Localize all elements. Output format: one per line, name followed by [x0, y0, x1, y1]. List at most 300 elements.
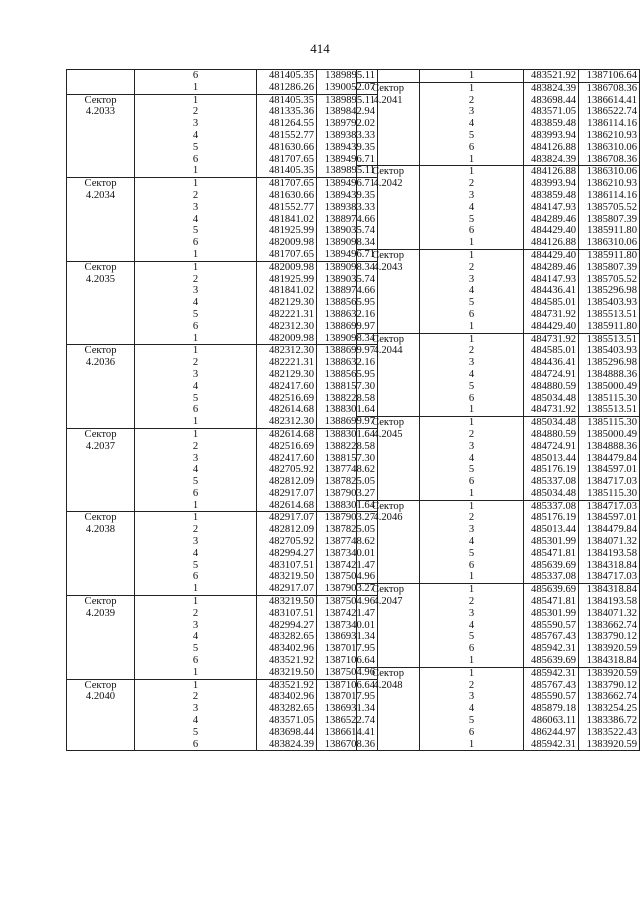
- y-coordinate: 1389383.33: [317, 130, 378, 142]
- y-coordinate: 1386708.36: [579, 154, 640, 166]
- point-number: 5: [420, 631, 524, 643]
- point-number: 4: [420, 620, 524, 632]
- point-number: 6: [420, 560, 524, 572]
- table-row: [357, 453, 640, 465]
- table-row: [357, 417, 640, 429]
- table-row: [67, 500, 378, 512]
- table-row: [357, 739, 640, 751]
- point-number: 6: [420, 225, 524, 237]
- y-coordinate: 1383522.43: [579, 727, 640, 739]
- sector-cell: [357, 739, 420, 751]
- y-coordinate: 1384597.01: [579, 512, 640, 524]
- x-coordinate: 481405.35: [257, 94, 317, 106]
- y-coordinate: 1387504.96: [317, 596, 378, 608]
- x-coordinate: 482614.68: [257, 404, 317, 416]
- x-coordinate: 485176.19: [524, 512, 579, 524]
- y-coordinate: 1389098.34: [317, 261, 378, 273]
- sector-code: 4.2040: [67, 691, 135, 703]
- x-coordinate: 481552.77: [257, 130, 317, 142]
- table-row: [357, 70, 640, 83]
- sector-label: Сектор: [67, 94, 135, 106]
- table-row: [67, 727, 378, 739]
- point-number: 4: [135, 130, 257, 142]
- point-number: 4: [420, 453, 524, 465]
- table-row: [357, 620, 640, 632]
- point-number: 1: [420, 655, 524, 667]
- x-coordinate: 484436.41: [524, 357, 579, 369]
- sector-cell: [67, 560, 135, 572]
- x-coordinate: 482129.30: [257, 297, 317, 309]
- sector-code: 4.2036: [67, 357, 135, 369]
- y-coordinate: 1389895.11: [317, 70, 378, 82]
- point-number: 2: [420, 429, 524, 441]
- y-coordinate: 1386522.74: [579, 106, 640, 118]
- sector-cell: [67, 476, 135, 488]
- x-coordinate: 483521.92: [524, 70, 579, 83]
- sector-cell: [67, 404, 135, 416]
- table-row: [357, 548, 640, 560]
- x-coordinate: 483824.39: [257, 739, 317, 751]
- table-row: [67, 261, 378, 273]
- table-row: [67, 691, 378, 703]
- y-coordinate: 1387748.62: [317, 464, 378, 476]
- y-coordinate: 1385513.51: [579, 333, 640, 345]
- point-number: 5: [420, 297, 524, 309]
- y-coordinate: 1383920.59: [579, 667, 640, 679]
- y-coordinate: 1386114.16: [579, 190, 640, 202]
- sector-cell: [67, 309, 135, 321]
- point-number: 1: [420, 667, 524, 679]
- y-coordinate: 1384717.03: [579, 571, 640, 583]
- point-number: 2: [420, 178, 524, 190]
- x-coordinate: 483219.50: [257, 571, 317, 583]
- x-coordinate: 485013.44: [524, 524, 579, 536]
- point-number: 4: [135, 631, 257, 643]
- sector-cell: [357, 571, 420, 583]
- y-coordinate: 1386522.74: [317, 715, 378, 727]
- table-row: [357, 393, 640, 405]
- x-coordinate: 482614.68: [257, 500, 317, 512]
- x-coordinate: 483107.51: [257, 560, 317, 572]
- x-coordinate: 485301.99: [524, 536, 579, 548]
- y-coordinate: 1383662.74: [579, 620, 640, 632]
- y-coordinate: 1383790.12: [579, 631, 640, 643]
- sector-cell: [357, 214, 420, 226]
- point-number: 3: [420, 441, 524, 453]
- x-coordinate: 481841.02: [257, 214, 317, 226]
- table-row: [357, 680, 640, 692]
- table-row: [67, 118, 378, 130]
- sector-cell: [357, 560, 420, 572]
- y-coordinate: 1390052.07: [317, 82, 378, 94]
- table-row: [357, 178, 640, 190]
- x-coordinate: 484731.92: [524, 309, 579, 321]
- point-number: 4: [135, 715, 257, 727]
- y-coordinate: 1385911.80: [579, 321, 640, 333]
- sector-cell: [67, 571, 135, 583]
- y-coordinate: 1388699.97: [317, 416, 378, 428]
- sector-cell: [67, 297, 135, 309]
- table-row: [357, 655, 640, 667]
- point-number: 1: [135, 178, 257, 190]
- table-row: [357, 404, 640, 416]
- sector-cell: [67, 249, 135, 261]
- point-number: 1: [135, 249, 257, 261]
- table-row: [67, 249, 378, 261]
- table-row: [357, 154, 640, 166]
- y-coordinate: 1384071.32: [579, 608, 640, 620]
- sector-code: 4.2041: [357, 95, 420, 107]
- x-coordinate: 483282.65: [257, 703, 317, 715]
- sector-cell: [357, 154, 420, 166]
- table-row: [357, 476, 640, 488]
- x-coordinate: 484880.59: [524, 429, 579, 441]
- x-coordinate: 484126.88: [524, 166, 579, 178]
- sector-cell: [67, 620, 135, 632]
- x-coordinate: 483402.96: [257, 643, 317, 655]
- x-coordinate: 482812.09: [257, 476, 317, 488]
- table-row: [67, 130, 378, 142]
- sector-label: Сектор: [67, 512, 135, 524]
- point-number: 5: [420, 381, 524, 393]
- point-number: 6: [135, 571, 257, 583]
- point-number: 1: [420, 584, 524, 596]
- point-number: 1: [420, 82, 524, 94]
- sector-label: Сектор: [357, 249, 420, 261]
- sector-cell: [67, 631, 135, 643]
- point-number: 5: [135, 643, 257, 655]
- sector-cell: [67, 118, 135, 130]
- point-number: 4: [420, 703, 524, 715]
- x-coordinate: 484724.91: [524, 369, 579, 381]
- y-coordinate: 1388974.66: [317, 214, 378, 226]
- point-number: 1: [135, 428, 257, 440]
- point-number: 3: [135, 369, 257, 381]
- y-coordinate: 1386931.34: [317, 703, 378, 715]
- page-number: 414: [310, 41, 330, 56]
- table-row: [357, 214, 640, 226]
- y-coordinate: 1385705.52: [579, 274, 640, 286]
- x-coordinate: 485337.08: [524, 571, 579, 583]
- sector-code: [67, 82, 135, 94]
- table-row: [357, 524, 640, 536]
- y-coordinate: 1384318.84: [579, 560, 640, 572]
- x-coordinate: 482614.68: [257, 428, 317, 440]
- table-row: [357, 190, 640, 202]
- x-coordinate: 482009.98: [257, 237, 317, 249]
- sector-cell: [67, 643, 135, 655]
- point-number: 1: [420, 237, 524, 249]
- x-coordinate: 484585.01: [524, 345, 579, 357]
- x-coordinate: 482705.92: [257, 536, 317, 548]
- y-coordinate: 1387421.47: [317, 608, 378, 620]
- sector-label: Сектор: [67, 178, 135, 190]
- point-number: 3: [135, 453, 257, 465]
- y-coordinate: 1383790.12: [579, 680, 640, 692]
- sector-cell: [67, 202, 135, 214]
- y-coordinate: 1389035.74: [317, 274, 378, 286]
- sector-cell: [67, 321, 135, 333]
- point-number: 1: [420, 249, 524, 261]
- y-coordinate: 1387903.27: [317, 512, 378, 524]
- x-coordinate: 483859.48: [524, 118, 579, 130]
- y-coordinate: 1385513.51: [579, 309, 640, 321]
- table-row: [357, 285, 640, 297]
- y-coordinate: 1389496.71: [317, 154, 378, 166]
- table-row: [357, 262, 640, 274]
- x-coordinate: 484585.01: [524, 297, 579, 309]
- sector-cell: [67, 237, 135, 249]
- sector-code: 4.2044: [357, 345, 420, 357]
- point-number: 2: [135, 441, 257, 453]
- table-row: [357, 608, 640, 620]
- table-row: [357, 345, 640, 357]
- point-number: 6: [420, 393, 524, 405]
- y-coordinate: 1386210.93: [579, 178, 640, 190]
- x-coordinate: 482917.07: [257, 512, 317, 524]
- x-coordinate: 483107.51: [257, 608, 317, 620]
- y-coordinate: 1387903.27: [317, 488, 378, 500]
- y-coordinate: 1385807.39: [579, 262, 640, 274]
- y-coordinate: 1389439.35: [317, 142, 378, 154]
- sector-cell: [357, 536, 420, 548]
- sector-code: 4.2037: [67, 441, 135, 453]
- point-number: 1: [135, 94, 257, 106]
- x-coordinate: 483282.65: [257, 631, 317, 643]
- sector-cell: [67, 214, 135, 226]
- sector-cell: [357, 225, 420, 237]
- point-number: 1: [420, 333, 524, 345]
- table-row: [67, 416, 378, 428]
- point-number: 2: [135, 106, 257, 118]
- sector-cell: [67, 225, 135, 237]
- x-coordinate: 484724.91: [524, 441, 579, 453]
- table-row: [67, 453, 378, 465]
- y-coordinate: 1384318.84: [579, 584, 640, 596]
- y-coordinate: 1389496.71: [317, 178, 378, 190]
- y-coordinate: 1384193.58: [579, 596, 640, 608]
- x-coordinate: 485471.81: [524, 548, 579, 560]
- table-row: [357, 202, 640, 214]
- y-coordinate: 1389383.33: [317, 202, 378, 214]
- sector-cell: [67, 333, 135, 345]
- table-row: [357, 142, 640, 154]
- sector-cell: [357, 369, 420, 381]
- point-number: 1: [135, 82, 257, 94]
- y-coordinate: 1388301.64: [317, 404, 378, 416]
- sector-code: 4.2047: [357, 596, 420, 608]
- x-coordinate: 482417.60: [257, 453, 317, 465]
- sector-label: Сектор: [357, 166, 420, 178]
- y-coordinate: 1386614.41: [317, 727, 378, 739]
- point-number: 5: [135, 393, 257, 405]
- point-number: 1: [420, 321, 524, 333]
- y-coordinate: 1388974.66: [317, 285, 378, 297]
- sector-cell: [357, 106, 420, 118]
- sector-label: Сектор: [67, 596, 135, 608]
- sector-code: 4.2045: [357, 429, 420, 441]
- x-coordinate: 485034.48: [524, 417, 579, 429]
- y-coordinate: 1389792.02: [317, 118, 378, 130]
- point-number: 2: [420, 95, 524, 107]
- sector-cell: [67, 667, 135, 679]
- table-row: [67, 476, 378, 488]
- table-row: [67, 583, 378, 595]
- point-number: 6: [135, 739, 257, 751]
- y-coordinate: 1389098.34: [317, 237, 378, 249]
- x-coordinate: 485767.43: [524, 680, 579, 692]
- table-row: [357, 309, 640, 321]
- sector-cell: [357, 404, 420, 416]
- point-number: 1: [135, 500, 257, 512]
- point-number: 1: [135, 583, 257, 595]
- y-coordinate: 1386708.36: [317, 739, 378, 751]
- x-coordinate: 484429.40: [524, 225, 579, 237]
- table-row: [357, 536, 640, 548]
- x-coordinate: 485013.44: [524, 453, 579, 465]
- y-coordinate: 1389439.35: [317, 190, 378, 202]
- table-row: [67, 596, 378, 608]
- table-row: [357, 703, 640, 715]
- sector-cell: [357, 643, 420, 655]
- sector-cell: [357, 142, 420, 154]
- table-row: [67, 739, 378, 751]
- coordinates-table-right: [356, 69, 640, 751]
- point-number: 6: [135, 237, 257, 249]
- point-number: 1: [420, 488, 524, 500]
- table-row: [67, 285, 378, 297]
- point-number: 6: [420, 643, 524, 655]
- x-coordinate: 485942.31: [524, 643, 579, 655]
- sector-label: Сектор: [357, 667, 420, 679]
- y-coordinate: 1387504.96: [317, 667, 378, 679]
- table-row: [67, 165, 378, 177]
- y-coordinate: 1386310.06: [579, 142, 640, 154]
- y-coordinate: 1385911.80: [579, 249, 640, 261]
- x-coordinate: 482705.92: [257, 464, 317, 476]
- x-coordinate: 486244.97: [524, 727, 579, 739]
- y-coordinate: 1383920.59: [579, 739, 640, 751]
- sector-label: Сектор: [67, 428, 135, 440]
- y-coordinate: 1384479.84: [579, 524, 640, 536]
- x-coordinate: 483859.48: [524, 190, 579, 202]
- x-coordinate: 482917.07: [257, 488, 317, 500]
- x-coordinate: 482312.30: [257, 416, 317, 428]
- sector-cell: [357, 727, 420, 739]
- x-coordinate: 483824.39: [524, 82, 579, 94]
- y-coordinate: 1385000.49: [579, 381, 640, 393]
- y-coordinate: 1388301.64: [317, 428, 378, 440]
- sector-cell: [357, 691, 420, 703]
- x-coordinate: 481405.35: [257, 70, 317, 82]
- sector-code: 4.2033: [67, 106, 135, 118]
- x-coordinate: 482009.98: [257, 333, 317, 345]
- x-coordinate: 482129.30: [257, 369, 317, 381]
- point-number: 6: [420, 309, 524, 321]
- y-coordinate: 1388565.95: [317, 369, 378, 381]
- point-number: 5: [420, 214, 524, 226]
- y-coordinate: 1384717.03: [579, 500, 640, 512]
- table-row: [67, 333, 378, 345]
- table-row: [67, 369, 378, 381]
- point-number: 3: [420, 608, 524, 620]
- sector-cell: [357, 130, 420, 142]
- point-number: 6: [420, 727, 524, 739]
- point-number: 4: [135, 548, 257, 560]
- point-number: 3: [420, 691, 524, 703]
- y-coordinate: 1385115.30: [579, 417, 640, 429]
- table-row: [67, 225, 378, 237]
- sector-cell: [67, 488, 135, 500]
- x-coordinate: 483698.44: [524, 95, 579, 107]
- point-number: 3: [420, 190, 524, 202]
- sector-cell: [357, 285, 420, 297]
- point-number: 1: [420, 70, 524, 83]
- x-coordinate: 484126.88: [524, 142, 579, 154]
- y-coordinate: 1388632.16: [317, 357, 378, 369]
- x-coordinate: 482917.07: [257, 583, 317, 595]
- sector-cell: [357, 118, 420, 130]
- sector-cell: [357, 297, 420, 309]
- table-row: [357, 95, 640, 107]
- y-coordinate: 1387106.64: [579, 70, 640, 83]
- point-number: 1: [420, 417, 524, 429]
- x-coordinate: 483402.96: [257, 691, 317, 703]
- x-coordinate: 482516.69: [257, 393, 317, 405]
- point-number: 5: [135, 476, 257, 488]
- point-number: 1: [135, 679, 257, 691]
- table-row: [357, 715, 640, 727]
- point-number: 3: [420, 274, 524, 286]
- table-row: [357, 237, 640, 249]
- y-coordinate: 1383254.25: [579, 703, 640, 715]
- sector-cell: [357, 202, 420, 214]
- point-number: 5: [135, 142, 257, 154]
- x-coordinate: 483698.44: [257, 727, 317, 739]
- table-row: [67, 679, 378, 691]
- x-coordinate: 485590.57: [524, 691, 579, 703]
- x-coordinate: 481925.99: [257, 225, 317, 237]
- table-row: [357, 118, 640, 130]
- table-row: [67, 154, 378, 166]
- sector-cell: [67, 453, 135, 465]
- y-coordinate: 1383920.59: [579, 643, 640, 655]
- sector-cell: [357, 309, 420, 321]
- table-row: [67, 643, 378, 655]
- y-coordinate: 1386310.06: [579, 237, 640, 249]
- y-coordinate: 1388157.30: [317, 453, 378, 465]
- y-coordinate: 1385911.80: [579, 225, 640, 237]
- table-row: [67, 548, 378, 560]
- x-coordinate: 481841.02: [257, 285, 317, 297]
- point-number: 3: [420, 524, 524, 536]
- point-number: 5: [420, 548, 524, 560]
- sector-code: 4.2039: [67, 608, 135, 620]
- sector-cell: [357, 655, 420, 667]
- coordinates-table-left: [66, 69, 378, 751]
- table-row: [67, 82, 378, 94]
- x-coordinate: 484289.46: [524, 214, 579, 226]
- point-number: 1: [420, 500, 524, 512]
- y-coordinate: 1389035.74: [317, 225, 378, 237]
- table-row: [67, 536, 378, 548]
- sector-cell: [357, 488, 420, 500]
- sector-cell: [357, 357, 420, 369]
- x-coordinate: 482994.27: [257, 620, 317, 632]
- point-number: 1: [135, 261, 257, 273]
- x-coordinate: 484436.41: [524, 285, 579, 297]
- y-coordinate: 1385296.98: [579, 357, 640, 369]
